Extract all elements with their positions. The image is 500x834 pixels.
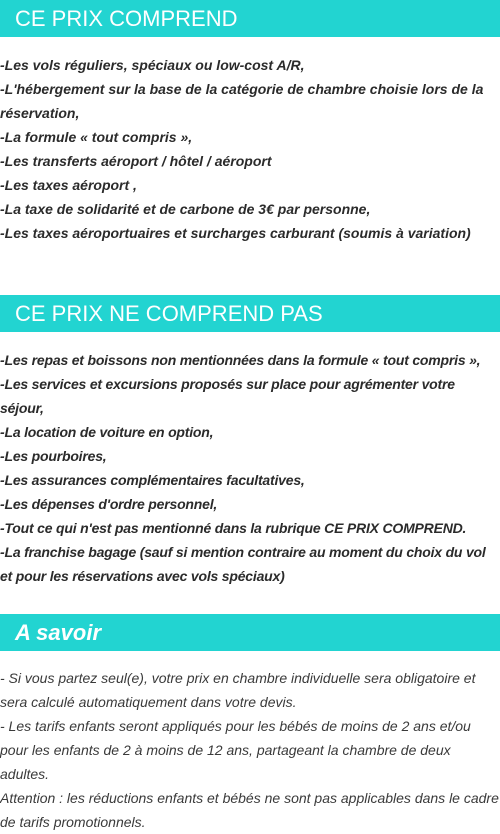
list-item: -Les pourboires,	[0, 448, 107, 464]
list-item: -L'hébergement sur la base de la catégorie de chambre choisie lors de la réservation,	[0, 81, 484, 121]
list-item: - Si vous partez seul(e), votre prix en chambre individuelle sera obligatoire et sera calculé automatiquement dans votre devis.	[0, 670, 476, 710]
not-included-list	[0, 348, 500, 588]
list-item: -Les taxes aéroportuaires et surcharges carburant (soumis à variation)	[0, 225, 471, 241]
list-item: -Les vols réguliers, spéciaux ou low-cost A/R,	[0, 57, 305, 73]
list-item: -La franchise bagage (sauf si mention contraire au moment du choix du vol et pour les réservations avec vols spéciaux)	[0, 544, 486, 584]
list-item: -Les taxes aéroport ,	[0, 177, 137, 193]
list-item: -La formule « tout compris »,	[0, 129, 193, 145]
list-item: -Tout ce qui n'est pas mentionné dans la rubrique CE PRIX COMPREND.	[0, 520, 467, 536]
a-savoir-list	[0, 666, 500, 834]
list-item: -Les services et excursions proposés sur place pour agrémenter votre séjour,	[0, 376, 455, 416]
list-item: -Les transferts aéroport / hôtel / aéroport	[0, 153, 272, 169]
list-item: Attention : les réductions enfants et bébés ne sont pas applicables dans le cadre de tarifs promotionnels.	[0, 790, 499, 830]
list-item: -La location de voiture en option,	[0, 424, 214, 440]
list-item: -Les repas et boissons non mentionnées dans la formule « tout compris »,	[0, 352, 481, 368]
included-list	[0, 53, 500, 245]
list-item: -La taxe de solidarité et de carbone de 3€ par personne,	[0, 201, 371, 217]
list-item: -Les assurances complémentaires facultatives,	[0, 472, 305, 488]
section-header-not-included: CE PRIX NE COMPREND PAS	[0, 295, 500, 332]
section-header-a-savoir: A savoir	[0, 614, 500, 651]
list-item: - Les tarifs enfants seront appliqués pour les bébés de moins de 2 ans et/ou pour les enfants de 2 à moins de 12 ans, partageant la chambre de deux adultes.	[0, 718, 471, 782]
list-item: -Les dépenses d'ordre personnel,	[0, 496, 218, 512]
section-header-included: CE PRIX COMPREND	[0, 0, 500, 37]
